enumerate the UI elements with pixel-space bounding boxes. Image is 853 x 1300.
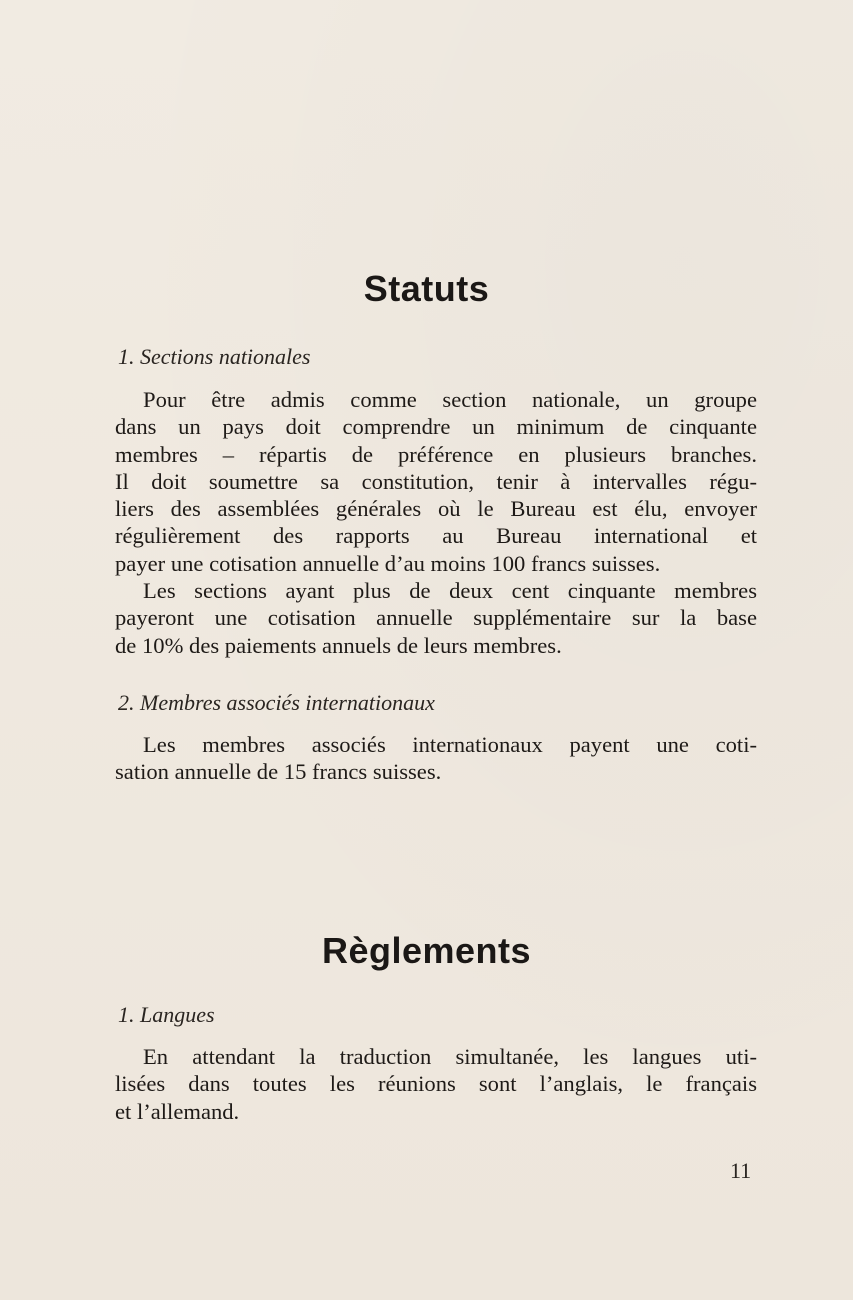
text-line: membres – répartis de préférence en plusieurs branches. [115, 441, 757, 467]
text-line: Les membres associés internationaux payent une coti- [143, 732, 757, 757]
text-line: sation annuelle de 15 francs suisses. [115, 759, 442, 785]
text-line: régulièrement des rapports au Bureau international et [115, 523, 757, 549]
text-line: payer une cotisation annuelle d’au moins 100 francs suisses. [115, 550, 661, 576]
text-line: de 10% des paiements annuels de leurs membres. [115, 632, 562, 658]
text-line: Il doit soumettre sa constitution, tenir à intervalles régu- [115, 468, 757, 494]
text-line: liers des assemblées générales où le Bureau est élu, envoyer [115, 496, 757, 522]
paragraph-sections-nationales-2 [115, 577, 757, 659]
paragraph-membres-associes [115, 731, 757, 786]
statuts-title: Statuts [363, 268, 490, 309]
text-line: payeront une cotisation annuelle supplémentaire sur la base [115, 605, 757, 631]
text-line: dans un pays doit comprendre un minimum de cinquante [115, 414, 757, 440]
text-line: Pour être admis comme section nationale, un groupe [143, 387, 757, 412]
text-line: lisées dans toutes les réunions sont l’anglais, le français [115, 1071, 757, 1097]
section-heading-sections-nationales: 1. Sections nationales [118, 344, 311, 369]
section-heading-membres-associes: 2. Membres associés internationaux [118, 690, 435, 715]
paragraph-langues [115, 1043, 757, 1125]
paragraph-sections-nationales-1 [115, 386, 757, 577]
reglements-title: Règlements [321, 930, 532, 971]
text-line: Les sections ayant plus de deux cent cinquante membres [143, 578, 757, 603]
text-line: En attendant la traduction simultanée, les langues uti- [143, 1044, 757, 1069]
section-heading-langues: 1. Langues [118, 1002, 215, 1027]
page-number: 11 [730, 1158, 752, 1183]
text-line: et l’allemand. [115, 1098, 240, 1124]
